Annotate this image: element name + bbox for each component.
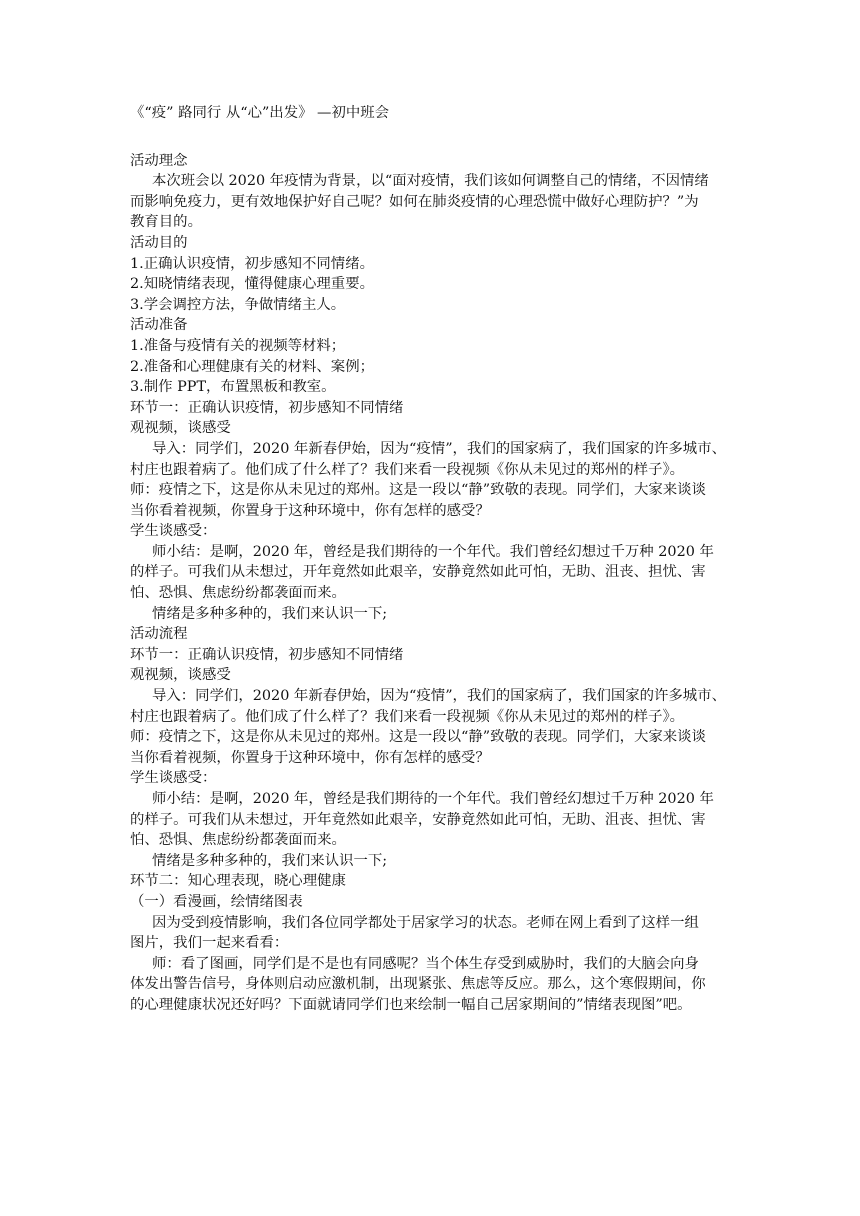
text-line: 怕、恐惧、焦虑纷纷都袭面而来。: [130, 585, 346, 602]
text-line: 环节一：正确认识疫情，初步感知不同情绪: [130, 399, 404, 416]
text-line: 观视频，谈感受: [130, 667, 231, 684]
text-line: 教育目的。: [130, 214, 202, 231]
text-line: 村庄也跟着病了。他们成了什么样了？我们来看一段视频《你从未见过的郑州的样子》。: [130, 461, 685, 478]
text-line: 情绪是多种多种的，我们来认识一下;: [152, 852, 388, 869]
text-line: 学生谈感受：: [130, 770, 217, 787]
text-line: 学生谈感受：: [130, 523, 217, 540]
text-line: 因为受到疫情影响，我们各位同学都处于居家学习的状态。老师在网上看到了这样一组: [152, 914, 699, 931]
text-line: 师小结：是啊，2020 年，曾经是我们期待的一个年代。我们曾经幻想过千万种 2020 年: [152, 791, 714, 807]
text-line: 本次班会以 2020 年疫情为背景，以“面对疫情，我们该如何调整自己的情绪，不因情绪: [152, 173, 709, 190]
document-body: [0, 103, 860, 1016]
text-line: 活动理念: [130, 152, 188, 169]
text-line: 师：疫情之下，这是你从未见过的郑州。这是一段以“静”致敬的表现。同学们，大家来谈谈: [130, 482, 706, 499]
text-line: 当你看着视频，你置身于这种环境中，你有怎样的感受？: [130, 749, 490, 766]
text-line: 环节一：正确认识疫情，初步感知不同情绪: [130, 646, 404, 663]
text-line: 情绪是多种多种的，我们来认识一下;: [152, 605, 388, 622]
text-line: 村庄也跟着病了。他们成了什么样了？我们来看一段视频《你从未见过的郑州的样子》。: [130, 708, 685, 725]
text-line: 3.学会调控方法，争做情绪主人。: [130, 296, 346, 313]
text-line: 体发出警告信号，身体则启动应激机制，出现紧张、焦虑等反应。那么，这个寒假期间，你: [130, 976, 706, 993]
text-line: 3.制作 PPT，布置黑板和教室。: [130, 379, 336, 396]
text-line: 怕、恐惧、焦虑纷纷都袭面而来。: [130, 832, 346, 849]
text-line: 观视频，谈感受: [130, 420, 231, 437]
document-title: 《“疫” 路同行 从“心”出发》 —初中班会: [130, 105, 390, 121]
text-line: 师：看了图画，同学们是不是也有同感呢？当个体生存受到威胁时，我们的大脑会向身: [152, 955, 699, 972]
text-line: 导入：同学们，2020 年新春伊始，因为“疫情”，我们的国家病了，我们国家的许多城市、: [152, 688, 726, 705]
text-line: 当你看着视频，你置身于这种环境中，你有怎样的感受？: [130, 502, 490, 519]
text-line: 1.正确认识疫情，初步感知不同情绪。: [130, 255, 374, 272]
text-line: 2.准备和心理健康有关的材料、案例；: [130, 358, 374, 375]
text-line: 1.准备与疫情有关的视频等材料；: [130, 337, 346, 354]
text-line: 的样子。可我们从未想过，开年竟然如此艰辛，安静竟然如此可怕，无助、沮丧、担忧、害: [130, 564, 706, 581]
text-line: 活动流程: [130, 626, 188, 643]
text-line: 导入：同学们，2020 年新春伊始，因为“疫情”，我们的国家病了，我们国家的许多城市、: [152, 440, 726, 457]
text-line: 而影响免疫力，更有效地保护好自己呢？如何在肺炎疫情的心理恐慌中做好心理防护？”为: [130, 193, 699, 210]
text-line: 活动目的: [130, 234, 188, 251]
text-line: 2.知晓情绪表现，懂得健康心理重要。: [130, 276, 374, 293]
text-line: 活动准备: [130, 317, 188, 334]
text-line: 的样子。可我们从未想过，开年竟然如此艰辛，安静竟然如此可怕，无助、沮丧、担忧、害: [130, 811, 706, 828]
document-lines: [0, 151, 860, 1016]
text-line: 师：疫情之下，这是你从未见过的郑州。这是一段以“静”致敬的表现。同学们，大家来谈谈: [130, 729, 706, 746]
text-line: 图片，我们一起来看看：: [130, 935, 289, 952]
text-line: 的心理健康状况还好吗？下面就请同学们也来绘制一幅自己居家期间的”情绪表现图”吧。: [130, 996, 692, 1013]
text-line: 师小结：是啊，2020 年，曾经是我们期待的一个年代。我们曾经幻想过千万种 2020 年: [152, 543, 714, 560]
text-line: （一）看漫画，绘情绪图表: [130, 893, 303, 910]
text-line: 环节二：知心理表现，晓心理健康: [130, 873, 346, 890]
